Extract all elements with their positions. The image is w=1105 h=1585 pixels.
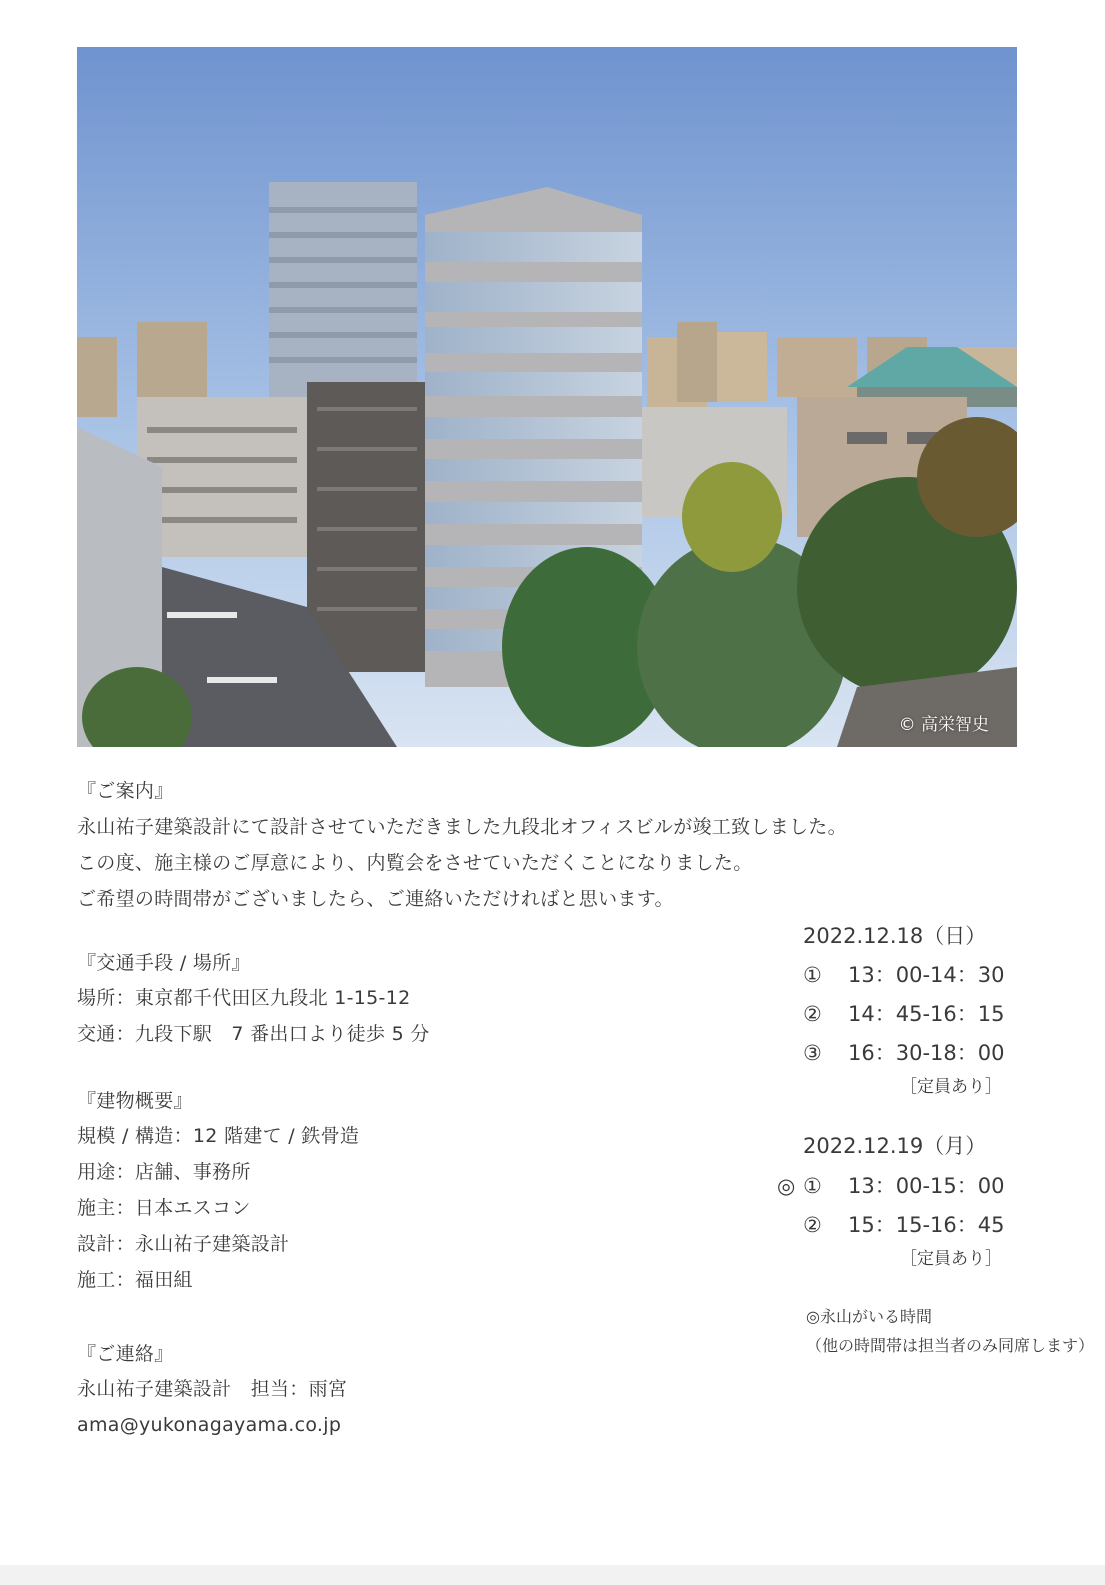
schedule-day1-slot1-time: 13：00-14：30 (848, 963, 1005, 987)
schedule-day2-slot2-no: ② (803, 1213, 822, 1237)
contact-office: 永山祐子建築設計 担当：雨宮 (77, 1378, 348, 1400)
contact-heading: 『ご連絡』 (77, 1343, 174, 1365)
intro-line-2: この度、施主様のご厚意により、内覧会をさせていただくことになりました。 (77, 852, 753, 874)
building-heading: 『建物概要』 (77, 1090, 193, 1112)
schedule-day2-marker: ◎ (777, 1174, 796, 1198)
schedule-day1-slot3-no: ③ (803, 1041, 822, 1065)
schedule-day1-slot3-time: 16：30-18：00 (848, 1041, 1005, 1065)
schedule-day2-limit: ［定員あり］ (900, 1249, 1002, 1269)
schedule-day1-slot2-no: ② (803, 1002, 822, 1026)
building-photo (77, 47, 1017, 747)
access-heading: 『交通手段 / 場所』 (77, 952, 251, 974)
building-scale: 規模 / 構造：12 階建て / 鉄骨造 (77, 1125, 360, 1147)
intro-heading: 『ご案内』 (77, 780, 174, 802)
schedule-day1-date: 2022.12.18（日） (803, 924, 987, 948)
schedule-day2-slot2-time: 15：15-16：45 (848, 1213, 1005, 1237)
schedule-day2-date: 2022.12.19（月） (803, 1134, 987, 1158)
building-construction: 施工：福田組 (77, 1269, 193, 1291)
schedule-day1-slot1-no: ① (803, 963, 822, 987)
schedule-note-1: ◎永山がいる時間 (806, 1307, 932, 1326)
photo-credit: © 高栄智史 (898, 715, 989, 735)
building-design: 設計：永山祐子建築設計 (77, 1233, 290, 1255)
schedule-day2-slot1-no: ① (803, 1174, 822, 1198)
building-photo-illustration (77, 47, 1017, 747)
schedule-day1-limit: ［定員あり］ (900, 1077, 1002, 1097)
intro-line-1: 永山祐子建築設計にて設計させていただきました九段北オフィスビルが竣工致しました。 (77, 816, 847, 838)
schedule-day1-slot2-time: 14：45-16：15 (848, 1002, 1005, 1026)
access-transport: 交通：九段下駅 7 番出口より徒歩 5 分 (77, 1023, 430, 1045)
schedule-note-2: （他の時間帯は担当者のみ同席します） (806, 1336, 1095, 1355)
footer-bar (0, 1565, 1105, 1585)
intro-line-3: ご希望の時間帯がございましたら、ご連絡いただければと思います。 (77, 888, 674, 910)
access-place: 場所：東京都千代田区九段北 1-15-12 (77, 987, 411, 1009)
building-owner: 施主：日本エスコン (77, 1197, 251, 1219)
schedule-day2-slot1-time: 13：00-15：00 (848, 1174, 1005, 1198)
building-use: 用途：店舗、事務所 (77, 1161, 251, 1183)
contact-email[interactable]: ama@yukonagayama.co.jp (77, 1414, 342, 1436)
